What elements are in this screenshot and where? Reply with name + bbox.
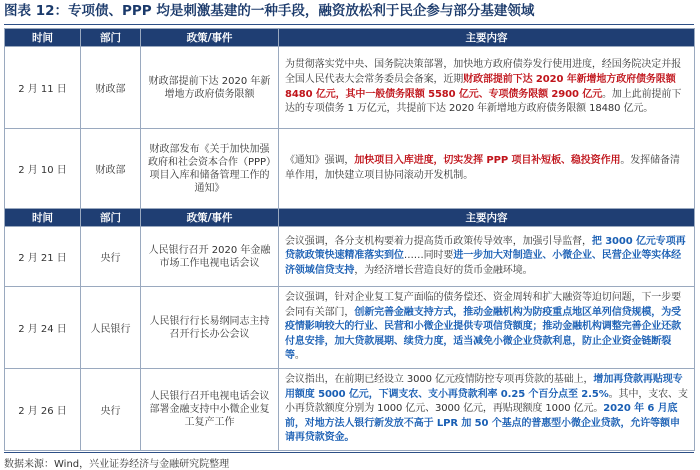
content-text: 会议强调，针对企业复工复产面临的债务偿还、资金周转和扩大融资等迫切问题，下一步要会同有关部门， — [285, 292, 681, 318]
data-source-note: 数据来源：Wind，兴业证券经济与金融研究院整理 — [4, 452, 694, 470]
row-content — [279, 369, 695, 451]
row-date: 2 月 11 日 — [5, 47, 81, 129]
table-row — [5, 227, 695, 287]
table-row — [5, 287, 695, 369]
highlighted-text: 把 3000 亿元专项再贷款政策快速精准落实到位 — [285, 235, 686, 262]
table-row — [5, 369, 695, 451]
row-content — [279, 227, 695, 287]
content-text: ……同时要 — [403, 250, 454, 262]
content-text: 。其中，支农、支小再贷款额度分别为 1000 亿元、3000 亿元，再贴现额度 1000 亿元。 — [285, 388, 688, 415]
row-dept: 财政部 — [81, 129, 141, 209]
row-event: 人民银行召开 2020 年金融市场工作电视电话会议 — [141, 227, 279, 287]
policy-table — [4, 28, 695, 451]
table-header-row — [5, 29, 695, 47]
content-text: 《通知》强调， — [285, 154, 355, 166]
header-event: 政策/事件 — [141, 209, 279, 227]
content-text: 。加上此前提前下达的专项债务 1 万亿元，共提前下达 2020 年新增地方政府债务限额 18480 亿元。 — [285, 88, 682, 115]
content-text: 为贯彻落实党中央、国务院决策部署，加快地方政府债券发行使用进度，经国务院决定并报全国人民代表大会常务委员会备案，近期 — [285, 59, 681, 85]
row-date: 2 月 21 日 — [5, 227, 81, 287]
highlighted-text: 财政部提前下达 2020 年新增地方政府债务限额 8480 亿元，其中一般债务限额 5580 亿元、专项债务限额 2900 亿元 — [285, 73, 676, 100]
header-dept: 部门 — [81, 29, 141, 47]
highlighted-text: 加快项目入库进度，切实发挥 PPP 项目补短板、稳投资作用 — [354, 154, 621, 166]
figure-title: 图表 12：专项债、PPP 均是刺激基建的一种手段，融资放松利于民企参与部分基建领域 — [4, 0, 694, 25]
row-event: 财政部发布《关于加快加强政府和社会资本合作（PPP）项目入库和储备管理工作的通知》 — [141, 129, 279, 209]
content-text: 。发挥储备清单作用，加快建立项目协同滚动开发机制。 — [285, 154, 680, 181]
row-date: 2 月 10 日 — [5, 129, 81, 209]
header-date: 时间 — [5, 209, 81, 227]
row-date: 2 月 24 日 — [5, 287, 81, 369]
row-dept: 央行 — [81, 369, 141, 451]
highlighted-text: 2020 年 6 月底前，对地方法人银行新发放不高于 LPR 加 50 个基点的普惠型小微企业贷款，允许等额申请再贷款资金。 — [285, 403, 680, 444]
row-event: 人民银行行长易纲同志主持召开行长办公会议 — [141, 287, 279, 369]
highlighted-text: 进一步加大对制造业、小微企业、民营企业等实体经济领域信贷支持 — [285, 250, 682, 276]
row-dept: 财政部 — [81, 47, 141, 129]
content-text: 。 — [294, 350, 305, 362]
header-date: 时间 — [5, 29, 81, 47]
content-text: ，为经济增长营造良好的货币金融环境。 — [354, 264, 533, 276]
header-dept: 部门 — [81, 209, 141, 227]
row-event: 人民银行召开电视电话会议部署金融支持中小微企业复工复产工作 — [141, 369, 279, 451]
content-text: 会议指出，在前期已经设立 3000 亿元疫情防控专项再贷款的基础上， — [285, 374, 594, 386]
highlighted-text: 创新完善金融支持方式，推动金融机构为防疫重点地区单列信贷规模，为受疫情影响较大的行业、民营和小微企业提供专项信贷额度；推动金融机构调整完善企业还款付息安排，加大贷款展期、续贷力度，适当减免小微企业贷款利息，防止企业资金链断裂等 — [285, 306, 682, 362]
row-dept: 人民银行 — [81, 287, 141, 369]
table-row — [5, 47, 695, 129]
row-dept: 央行 — [81, 227, 141, 287]
header-event: 政策/事件 — [141, 29, 279, 47]
row-content — [279, 287, 695, 369]
row-content — [279, 129, 695, 209]
row-event: 财政部提前下达 2020 年新增地方政府债务限额 — [141, 47, 279, 129]
table-header-row — [5, 209, 695, 227]
table-row — [5, 129, 695, 209]
content-text: 会议强调，各分支机构要着力提高货币政策传导效率，加强引导监督， — [285, 235, 592, 247]
row-content — [279, 47, 695, 129]
header-content: 主要内容 — [279, 29, 695, 47]
highlighted-text: 增加再贷款再贴现专用额度 5000 亿元，下调支农、支小再贷款利率 0.25 个百分点至 2.5% — [285, 374, 683, 400]
row-date: 2 月 26 日 — [5, 369, 81, 451]
header-content: 主要内容 — [279, 209, 695, 227]
